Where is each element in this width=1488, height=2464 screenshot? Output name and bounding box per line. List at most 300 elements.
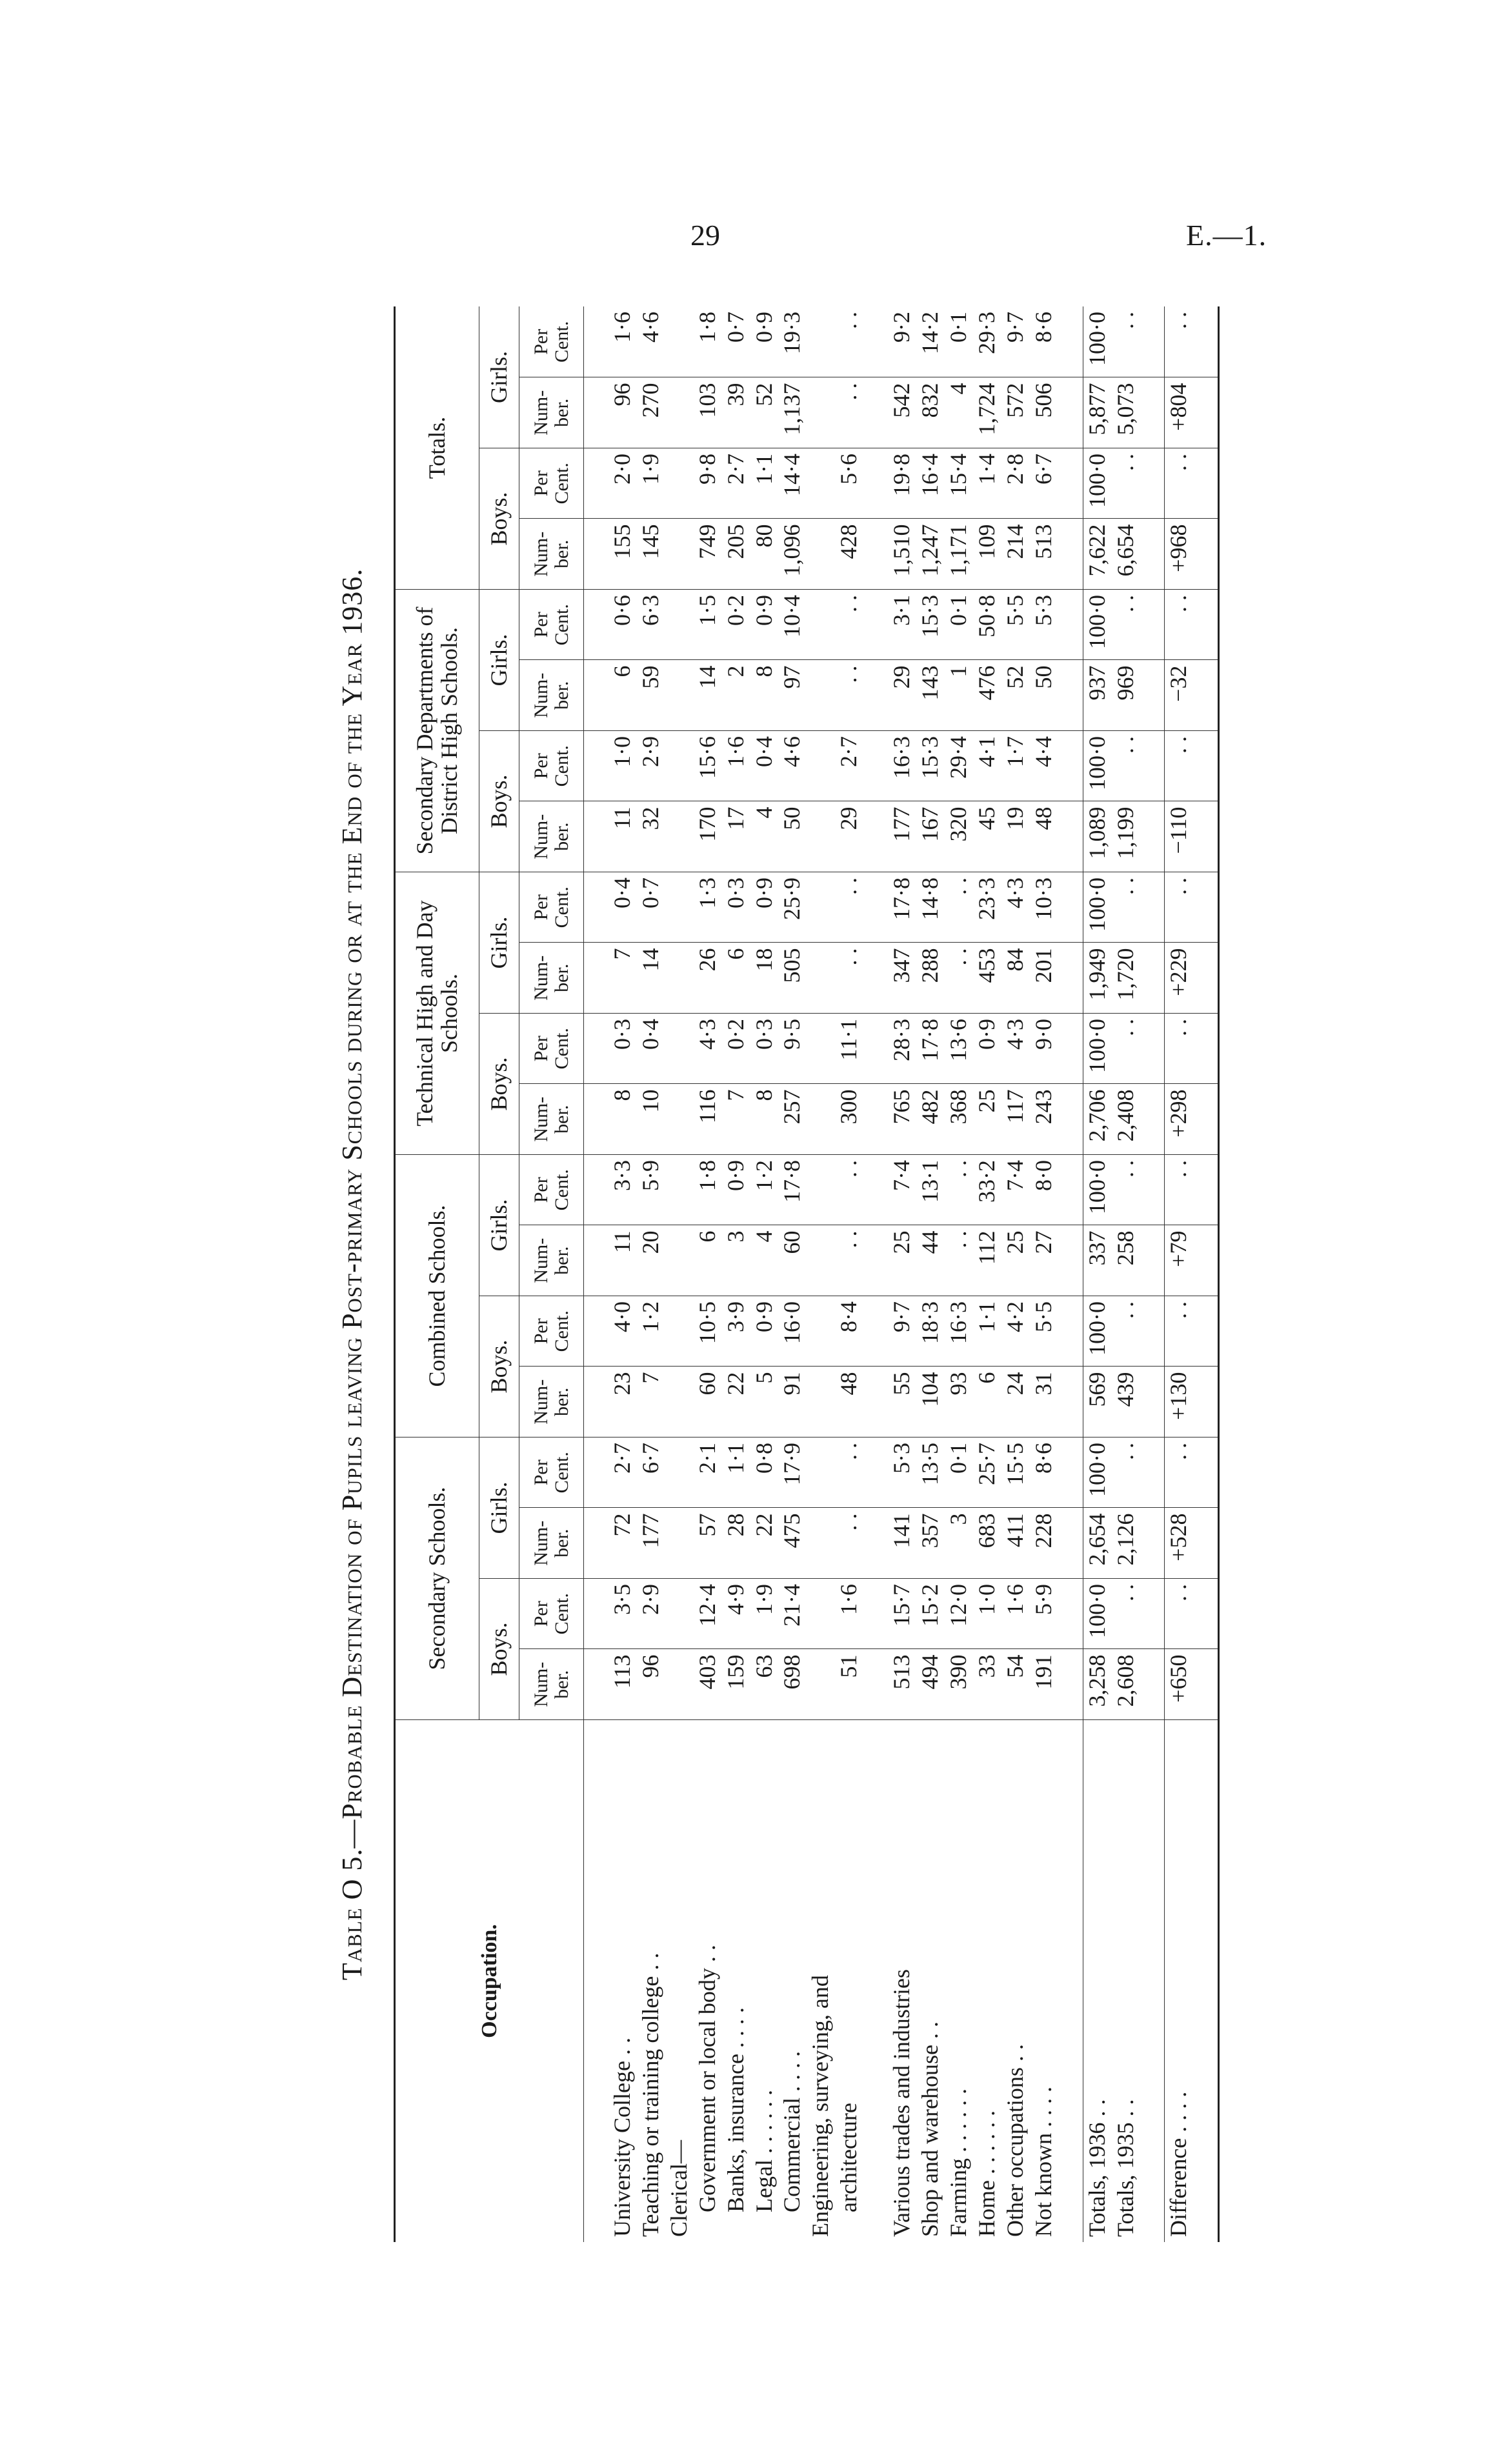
table-cell: 0·2 — [722, 1013, 750, 1084]
table-cell: 100·0 — [1083, 589, 1112, 660]
table-cell: 937 — [1083, 660, 1112, 731]
table-cell: 505 — [778, 943, 807, 1014]
table-cell: 27 — [1030, 1225, 1058, 1296]
spacer — [1140, 1367, 1164, 1437]
table-cell: 0·9 — [722, 1154, 750, 1225]
table-cell: 50 — [778, 801, 807, 872]
table-cell: 0·1 — [945, 589, 973, 660]
spacer — [1193, 1578, 1218, 1649]
table-cell: 16·3 — [888, 730, 916, 801]
table-cell: 0·4 — [608, 872, 637, 943]
table-cell: 145 — [637, 519, 665, 590]
table-cell: 54 — [1001, 1649, 1030, 1720]
table-cell: 2·7 — [722, 448, 750, 519]
spacer — [1193, 872, 1218, 943]
table-cell: 0·7 — [722, 312, 749, 343]
table-cell: . . — [1164, 589, 1193, 660]
table-cell: . . — [1164, 306, 1193, 377]
table-cell: 29 — [835, 801, 863, 872]
table-cell: 32 — [637, 801, 665, 872]
table-cell: . . — [1112, 448, 1140, 519]
table-cell: . . — [1112, 589, 1140, 660]
table-cell: 4 — [945, 377, 973, 448]
table-cell: +79 — [1164, 1225, 1193, 1296]
table-cell — [665, 660, 694, 731]
table-cell — [807, 1225, 835, 1296]
sex-header: Boys. — [479, 1296, 519, 1437]
table-cell: 2,126 — [1112, 1508, 1140, 1579]
table-cell — [665, 519, 694, 590]
table-cell: 0·1 — [945, 312, 971, 343]
table-cell: 4·2 — [1001, 1296, 1030, 1367]
table-cell: 243 — [1030, 1084, 1058, 1155]
table-cell — [807, 943, 835, 1014]
table-cell: 403 — [694, 1649, 722, 1720]
table-cell: +528 — [1164, 1508, 1193, 1579]
table-cell — [807, 1578, 835, 1649]
table-cell: 5,073 — [1112, 377, 1140, 448]
table-row-label: Banks, insurance . . . . — [722, 1719, 750, 2242]
spacer — [584, 589, 608, 660]
table-cell: 22 — [750, 1508, 779, 1579]
table-cell: 4 — [750, 801, 779, 872]
table-cell: 12·4 — [694, 1578, 722, 1649]
table-cell: 1,171 — [945, 519, 973, 590]
table-cell: 7,622 — [1083, 519, 1112, 590]
table-cell: 9·0 — [1030, 1013, 1058, 1084]
table-cell: . . — [1164, 1437, 1193, 1508]
spacer — [1140, 1225, 1164, 1296]
spacer — [863, 589, 888, 660]
table-cell: . . — [1164, 1013, 1193, 1084]
table-cell: 2·9 — [637, 1578, 665, 1649]
table-cell — [807, 801, 835, 872]
table-cell — [665, 448, 694, 519]
table-cell: 13·5 — [916, 1437, 945, 1508]
table-cell: 4·1 — [973, 730, 1001, 801]
sex-header: Girls. — [479, 589, 519, 730]
spacer — [1193, 1084, 1218, 1155]
spacer — [863, 377, 888, 448]
table-cell: 1·6 — [722, 730, 750, 801]
table-cell — [807, 1013, 835, 1084]
table-cell: 24 — [1001, 1367, 1030, 1437]
table-cell: 48 — [835, 1367, 863, 1437]
table-cell: 19·3 — [779, 312, 805, 354]
table-cell: 569 — [1083, 1367, 1112, 1437]
column-header: Num-ber. — [519, 377, 584, 448]
spacer — [863, 1296, 888, 1367]
spacer — [1140, 943, 1164, 1014]
table-cell: 100·0 — [1083, 448, 1112, 519]
table-cell: 476 — [973, 660, 1001, 731]
spacer — [863, 1649, 888, 1720]
table-cell: 159 — [722, 1649, 750, 1720]
table-cell: 23·3 — [973, 872, 1001, 943]
table-cell: 19·8 — [888, 448, 916, 519]
spacer — [1058, 1296, 1083, 1367]
spacer — [1193, 660, 1218, 731]
table-cell: . . — [1164, 1296, 1193, 1367]
table-cell: 21·4 — [778, 1578, 807, 1649]
spacer — [584, 801, 608, 872]
table-cell: 8·6 — [1030, 312, 1056, 343]
table-row-label: Home . . . . . . — [973, 1719, 1001, 2242]
table-cell: 113 — [608, 1649, 637, 1720]
table-cell: . . — [1112, 312, 1138, 329]
table-cell: 10·3 — [1030, 872, 1058, 943]
table-cell: 9·5 — [778, 1013, 807, 1084]
table-cell — [665, 872, 694, 943]
spacer — [1140, 801, 1164, 872]
table-cell: 7 — [637, 1367, 665, 1437]
table-cell — [665, 1437, 694, 1508]
table-cell: 3,258 — [1083, 1649, 1112, 1720]
table-cell: 288 — [916, 943, 945, 1014]
table-cell: 100·0 — [1083, 1154, 1112, 1225]
spacer — [1193, 306, 1218, 377]
table-cell: 15·2 — [916, 1578, 945, 1649]
table-cell — [665, 1578, 694, 1649]
table-cell: . . — [835, 1437, 863, 1508]
spacer — [584, 377, 608, 448]
spacer — [1058, 1508, 1083, 1579]
table-cell: 100·0 — [1083, 1013, 1112, 1084]
table-cell — [665, 306, 694, 377]
table-cell: 5·9 — [637, 1154, 665, 1225]
spacer — [1140, 1013, 1164, 1084]
table-cell: . . — [1112, 1437, 1140, 1508]
table-cell: . . — [1164, 448, 1193, 519]
table-row-label: Clerical— — [665, 1719, 694, 2242]
group-header: Combined Schools. — [396, 1154, 479, 1437]
spacer — [1058, 306, 1083, 377]
table-cell: 0·9 — [750, 872, 779, 943]
table-row-label: architecture — [835, 1719, 863, 2242]
spacer — [1058, 519, 1083, 590]
table-cell: . . — [835, 377, 863, 448]
table-cell: 44 — [916, 1225, 945, 1296]
table-cell: . . — [835, 660, 863, 731]
table-cell — [807, 1084, 835, 1155]
table-cell: 28 — [722, 1508, 750, 1579]
spacer — [863, 1719, 888, 2242]
spacer — [584, 1225, 608, 1296]
table-cell: 3·1 — [888, 589, 916, 660]
table-row-label: Government or local body . . — [694, 1719, 722, 2242]
document-code: E.—1. — [1186, 219, 1267, 252]
table-cell — [665, 1225, 694, 1296]
table-cell: 390 — [945, 1649, 973, 1720]
table-cell: 4 — [750, 1225, 779, 1296]
table-cell: 5·6 — [835, 448, 863, 519]
table-cell: 100·0 — [1083, 1437, 1112, 1508]
table-cell: 411 — [1001, 1508, 1030, 1579]
table-cell: 17·8 — [778, 1154, 807, 1225]
difference-row-label: Difference . . . . — [1164, 1719, 1193, 2242]
table-cell — [665, 1084, 694, 1155]
table-cell: 6·3 — [637, 589, 665, 660]
table-cell: 100·0 — [1083, 1578, 1112, 1649]
table-cell: 1,724 — [973, 377, 1001, 448]
spacer — [584, 1719, 608, 2242]
page-number: 29 — [690, 219, 720, 252]
table-cell: . . — [1112, 872, 1140, 943]
table-cell: 177 — [637, 1508, 665, 1579]
table-cell — [807, 377, 835, 448]
table-cell: 33 — [973, 1649, 1001, 1720]
table-row-label: Other occupations . . — [1001, 1719, 1030, 2242]
spacer — [1193, 1154, 1218, 1225]
table-row-label: Farming . . . . . . — [945, 1719, 973, 2242]
table-cell: 25 — [973, 1084, 1001, 1155]
spacer — [1058, 377, 1083, 448]
table-cell: 513 — [888, 1649, 916, 1720]
table-cell: 104 — [916, 1367, 945, 1437]
table-cell — [665, 1649, 694, 1720]
table-cell: 29·4 — [945, 730, 973, 801]
table-cell: 0·3 — [608, 1013, 637, 1084]
table-cell: +298 — [1164, 1084, 1193, 1155]
table-cell: . . — [1112, 1296, 1140, 1367]
table-cell: 7 — [608, 943, 637, 1014]
table-cell: 0·4 — [637, 1013, 665, 1084]
table-row-label: Engineering, surveying, and — [807, 1719, 835, 2242]
table-cell: 765 — [888, 1084, 916, 1155]
table-cell: 143 — [916, 660, 945, 731]
column-header: Per Cent. — [519, 1013, 584, 1084]
table-cell: 6·7 — [637, 1437, 665, 1508]
table-cell: 100·0 — [1083, 730, 1112, 801]
spacer — [1140, 519, 1164, 590]
spacer — [1058, 943, 1083, 1014]
table-cell: 84 — [1001, 943, 1030, 1014]
spacer — [1058, 1649, 1083, 1720]
table-cell: 91 — [778, 1367, 807, 1437]
table-cell: 0·1 — [945, 1437, 973, 1508]
table-cell: 7·4 — [1001, 1154, 1030, 1225]
spacer — [584, 943, 608, 1014]
table-cell: 9·2 — [889, 312, 915, 343]
spacer — [1058, 730, 1083, 801]
spacer — [1193, 801, 1218, 872]
table-cell: 4·3 — [694, 1013, 722, 1084]
table-cell: 0·9 — [750, 312, 777, 343]
spacer — [1058, 1154, 1083, 1225]
table-cell — [807, 589, 835, 660]
table-cell: 1·9 — [637, 448, 665, 519]
spacer — [863, 660, 888, 731]
table-cell: 2·0 — [608, 448, 637, 519]
table-cell: 52 — [750, 377, 779, 448]
spacer — [584, 660, 608, 731]
column-header: Num-ber. — [519, 519, 584, 590]
table-cell: 3·5 — [608, 1578, 637, 1649]
table-cell: 5·5 — [1001, 589, 1030, 660]
table-cell: 1·6 — [835, 1578, 863, 1649]
table-cell: 57 — [694, 1508, 722, 1579]
table-cell: 167 — [916, 801, 945, 872]
spacer — [1140, 377, 1164, 448]
column-header: Per Cent. — [519, 306, 584, 377]
destination-table — [394, 306, 1220, 2242]
table-cell: 1·0 — [973, 1578, 1001, 1649]
table-cell: −110 — [1164, 801, 1193, 872]
spacer — [1140, 1296, 1164, 1367]
table-cell: 1·6 — [609, 312, 635, 343]
table-cell: 15·3 — [916, 730, 945, 801]
table-cell: 14 — [637, 943, 665, 1014]
table-cell — [665, 801, 694, 872]
sex-header: Boys. — [479, 730, 519, 872]
table-cell: 141 — [888, 1508, 916, 1579]
spacer — [863, 1154, 888, 1225]
table-cell: 4·0 — [608, 1296, 637, 1367]
table-cell: 0·2 — [722, 589, 750, 660]
spacer — [1140, 306, 1164, 377]
spacer — [1058, 1225, 1083, 1296]
table-cell: 22 — [722, 1367, 750, 1437]
column-header: Per Cent. — [519, 448, 584, 519]
table-cell: 10 — [637, 1084, 665, 1155]
table-cell — [665, 943, 694, 1014]
table-cell: 320 — [945, 801, 973, 872]
table-cell: 191 — [1030, 1649, 1058, 1720]
table-cell: 1,247 — [916, 519, 945, 590]
table-cell: 100·0 — [1083, 306, 1112, 377]
table-cell: 11·1 — [835, 1013, 863, 1084]
table-cell: 45 — [973, 801, 1001, 872]
table-cell: 17·8 — [916, 1013, 945, 1084]
table-cell: 15·7 — [888, 1578, 916, 1649]
table-cell: . . — [835, 872, 863, 943]
table-cell: 14·2 — [917, 312, 943, 354]
table-cell: 31 — [1030, 1367, 1058, 1437]
table-cell: 1·9 — [750, 1578, 779, 1649]
table-cell: 48 — [1030, 801, 1058, 872]
table-cell: +130 — [1164, 1367, 1193, 1437]
table-cell: 2,706 — [1083, 1084, 1112, 1155]
table-caption: Table O 5.—Probable Destination of Pupils leaving Post-primary Schools during or at the End of the Year 1936. — [336, 568, 368, 1981]
table-row-label: University College . . — [608, 1719, 637, 2242]
table-cell: 16·3 — [945, 1296, 973, 1367]
table-cell — [665, 589, 694, 660]
table-cell: 28·3 — [888, 1013, 916, 1084]
table-cell: 13·1 — [916, 1154, 945, 1225]
table-cell: 475 — [778, 1508, 807, 1579]
spacer — [584, 1084, 608, 1155]
spacer — [1058, 1367, 1083, 1437]
spacer — [863, 1225, 888, 1296]
table-cell: 155 — [608, 519, 637, 590]
table-cell: 80 — [750, 519, 779, 590]
table-cell: 11 — [608, 801, 637, 872]
table-cell: 5 — [750, 1367, 779, 1437]
table-cell: 100·0 — [1083, 1296, 1112, 1367]
column-header: Per Cent. — [519, 1154, 584, 1225]
table-cell: 17·8 — [888, 872, 916, 943]
spacer — [1193, 377, 1218, 448]
spacer — [1058, 1084, 1083, 1155]
spacer — [863, 1084, 888, 1155]
spacer — [1193, 519, 1218, 590]
table-cell: 1,089 — [1083, 801, 1112, 872]
table-cell: 15·5 — [1001, 1437, 1030, 1508]
table-cell: 6 — [722, 943, 750, 1014]
table-cell: 2 — [722, 660, 750, 731]
table-cell: 494 — [916, 1649, 945, 1720]
spacer — [863, 943, 888, 1014]
table-cell: 97 — [778, 660, 807, 731]
column-header: Num-ber. — [519, 1084, 584, 1155]
table-cell: 6·7 — [1030, 448, 1058, 519]
spacer — [584, 1437, 608, 1508]
table-cell: 15·3 — [916, 589, 945, 660]
table-cell: . . — [945, 1154, 973, 1225]
table-cell: 50·8 — [973, 589, 1001, 660]
table-cell: 1·1 — [973, 1296, 1001, 1367]
table-cell: 542 — [888, 377, 916, 448]
spacer — [863, 872, 888, 943]
spacer — [1140, 1719, 1164, 2242]
table-cell: 3 — [722, 1225, 750, 1296]
spacer — [1058, 1578, 1083, 1649]
table-cell: 63 — [750, 1649, 779, 1720]
table-cell: 14·4 — [778, 448, 807, 519]
table-cell: 6 — [608, 660, 637, 731]
spacer — [1140, 1084, 1164, 1155]
spacer — [863, 1013, 888, 1084]
sex-header: Girls. — [479, 1437, 519, 1578]
table-cell: 214 — [1001, 519, 1030, 590]
table-cell: 18·3 — [916, 1296, 945, 1367]
table-cell: 96 — [637, 1649, 665, 1720]
table-row-label: Legal . . . . . . — [750, 1719, 779, 2242]
column-header: Num-ber. — [519, 1649, 584, 1720]
column-header: Num-ber. — [519, 1367, 584, 1437]
table-cell: 13·6 — [945, 1013, 973, 1084]
table-cell: +650 — [1164, 1649, 1193, 1720]
table-cell: 29·3 — [973, 312, 1000, 354]
table-cell: 1·3 — [694, 872, 722, 943]
table-cell: 428 — [835, 519, 863, 590]
table-cell: 1·6 — [1001, 1578, 1030, 1649]
spacer — [1140, 1578, 1164, 1649]
sex-header: Girls. — [479, 306, 519, 448]
table-cell: 0·9 — [750, 589, 779, 660]
spacer — [584, 730, 608, 801]
table-cell: 7·4 — [888, 1154, 916, 1225]
table-cell: 170 — [694, 801, 722, 872]
column-header: Per Cent. — [519, 730, 584, 801]
spacer — [1058, 872, 1083, 943]
table-cell: 4·4 — [1030, 730, 1058, 801]
table-cell: 0·4 — [750, 730, 779, 801]
column-header: Per Cent. — [519, 872, 584, 943]
spacer — [1193, 1013, 1218, 1084]
table-cell: 11 — [608, 1225, 637, 1296]
table-cell: 103 — [694, 377, 722, 448]
table-cell — [807, 519, 835, 590]
column-header: Per Cent. — [519, 1296, 584, 1367]
table-cell — [665, 1013, 694, 1084]
table-cell: 5·5 — [1030, 1296, 1058, 1367]
group-header: Secondary Departments of District High Schools. — [396, 589, 479, 872]
table-cell: . . — [1112, 1578, 1140, 1649]
spacer — [584, 1578, 608, 1649]
totals-row-label: Totals, 1935 . . — [1112, 1719, 1140, 2242]
sex-header: Boys. — [479, 1013, 519, 1154]
